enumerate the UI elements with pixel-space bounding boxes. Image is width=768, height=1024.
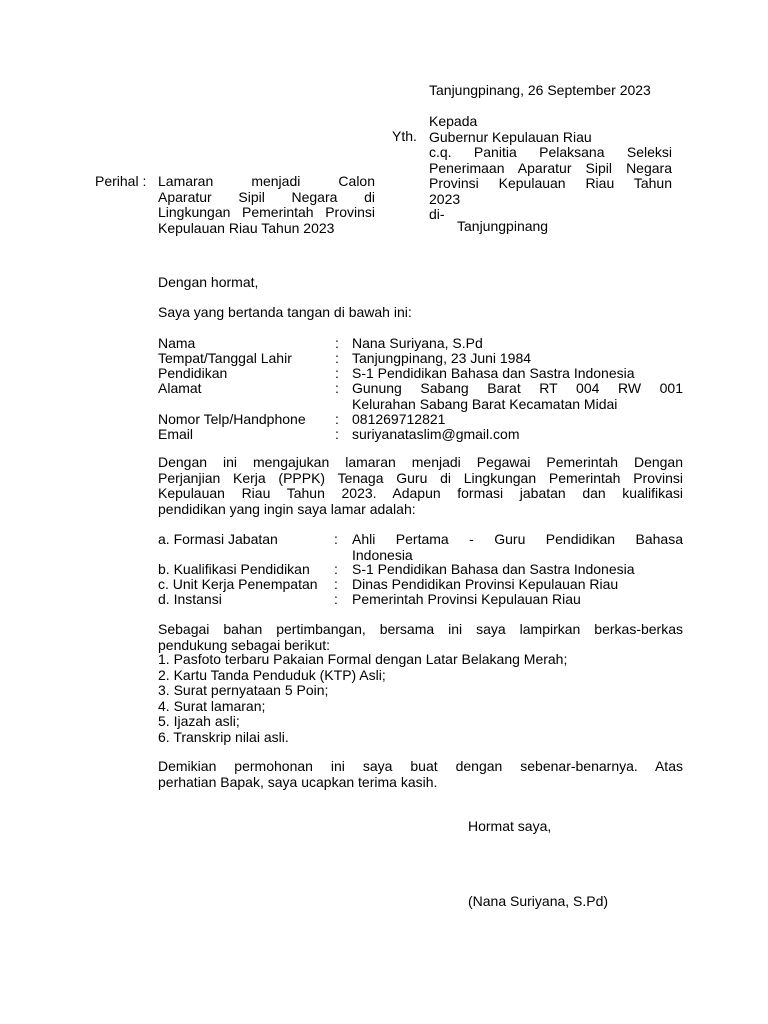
identity-label: Nama (158, 335, 196, 351)
paragraph-line: Perjanjian Kerja (PPPK) Tenaga Guru di Lingkungan Pemerintah Provinsi (158, 469, 683, 486)
paragraph-line: Dengan ini mengajukan lamaran menjadi Pegawai Pemerintah Dengan (158, 454, 683, 470)
application-paragraph (158, 455, 683, 517)
subject-text (158, 174, 375, 236)
subject-line: Lamaran menjadi Calon (158, 173, 375, 189)
formation-label: c. Unit Kerja Penempatan (158, 576, 318, 592)
letter-date: Tanjungpinang, 26 September 2023 (429, 82, 651, 98)
paragraph-line: Sebagai bahan pertimbangan, bersama ini saya lampirkan berkas-berkas (158, 621, 683, 637)
identity-value-line: Kelurahan Sabang Barat Kecamatan Midai (352, 395, 618, 412)
formation-value: S-1 Pendidikan Bahasa dan Sastra Indonesia (352, 561, 635, 577)
identity-value: suriyanataslim@gmail.com (352, 426, 520, 442)
greeting: Dengan hormat, (158, 274, 259, 290)
identity-colon: : (335, 365, 339, 381)
identity-colon: : (335, 335, 339, 351)
paragraph-line: Demikian permohonan ini saya buat dengan sebenar-benarnya. Atas (158, 758, 683, 774)
formation-label: b. Kualifikasi Pendidikan (158, 561, 310, 577)
identity-value (352, 381, 683, 412)
recipient-block (429, 114, 672, 223)
regards: Hormat saya, (468, 818, 552, 834)
formation-colon: : (334, 576, 338, 592)
identity-colon: : (335, 426, 339, 442)
closing-paragraph (158, 759, 683, 790)
identity-value: Nana Suriyana, S.Pd (352, 335, 483, 351)
recipient-line: Penerimaan Aparatur Sipil Negara (429, 159, 672, 176)
identity-colon: : (335, 350, 339, 366)
recipient-line: c.q. Panitia Pelaksana Seleksi (429, 144, 672, 160)
identity-label: Alamat (158, 380, 202, 396)
salutation-prefix: Yth. (392, 128, 417, 144)
identity-value-line: Gunung Sabang Barat RT 004 RW 001 (352, 380, 683, 396)
identity-value: 081269712821 (352, 411, 446, 427)
identity-label: Email (158, 426, 194, 442)
identity-value: Tanjungpinang, 23 Juni 1984 (352, 350, 532, 366)
formation-value: Pemerintah Provinsi Kepulauan Riau (352, 591, 581, 607)
attachment-item: 4. Surat lamaran; (158, 697, 266, 714)
identity-label: Nomor Telp/Handphone (158, 411, 306, 427)
formation-label: d. Instansi (158, 591, 222, 607)
identity-colon: : (335, 411, 339, 427)
attachment-item: 3. Surat pernyataan 5 Poin; (158, 682, 329, 698)
subject-line: Lingkungan Pemerintah Provinsi (158, 204, 375, 220)
attachments-list (158, 652, 567, 745)
formation-label: a. Formasi Jabatan (158, 531, 278, 547)
paragraph-line: pendidikan yang ingin saya lamar adalah: (158, 500, 416, 517)
recipient-line: 2023 (429, 190, 461, 207)
formation-value (352, 532, 683, 563)
recipient-line: Provinsi Kepulauan Riau Tahun (429, 175, 672, 191)
identity-colon: : (335, 380, 339, 396)
identity-value: S-1 Pendidikan Bahasa dan Sastra Indonesia (352, 365, 635, 381)
recipient-line: Gubernur Kepulauan Riau (429, 128, 592, 145)
destination-city: Tanjungpinang (457, 218, 549, 234)
formation-colon: : (334, 561, 338, 577)
attachment-item: 5. Ijazah asli; (158, 713, 240, 729)
formation-value-line: Indonesia (352, 546, 413, 563)
attachment-item: 6. Transkrip nilai asli. (158, 728, 289, 745)
identity-label: Pendidikan (158, 365, 228, 381)
subject-label: Perihal : (95, 173, 147, 189)
attachment-item: 2. Kartu Tanda Penduduk (KTP) Asli; (158, 666, 386, 683)
formation-colon: : (334, 531, 338, 547)
recipient-line: di- (429, 206, 445, 222)
attachments-paragraph (158, 622, 683, 653)
subject-line: Aparatur Sipil Negara di (158, 188, 375, 205)
identity-label: Tempat/Tanggal Lahir (158, 350, 292, 366)
paragraph-line: pendukung sebagai berikut: (158, 636, 331, 653)
formation-value-line: Ahli Pertama - Guru Pendidikan Bahasa (352, 531, 683, 547)
recipient-line: Kepada (429, 113, 478, 129)
intro-text: Saya yang bertanda tangan di bawah ini: (158, 304, 412, 320)
paragraph-line: perhatian Bapak, saya ucapkan terima kasih. (158, 773, 438, 790)
signature-name: (Nana Suriyana, S.Pd) (468, 893, 609, 909)
formation-colon: : (334, 591, 338, 607)
formation-value: Dinas Pendidikan Provinsi Kepulauan Riau (352, 576, 619, 592)
attachment-item: 1. Pasfoto terbaru Pakaian Formal dengan Latar Belakang Merah; (158, 651, 568, 667)
paragraph-line: Kepulauan Riau Tahun 2023. Adapun formasi jabatan dan kualifikasi (158, 485, 683, 501)
subject-line: Kepulauan Riau Tahun 2023 (158, 219, 335, 236)
